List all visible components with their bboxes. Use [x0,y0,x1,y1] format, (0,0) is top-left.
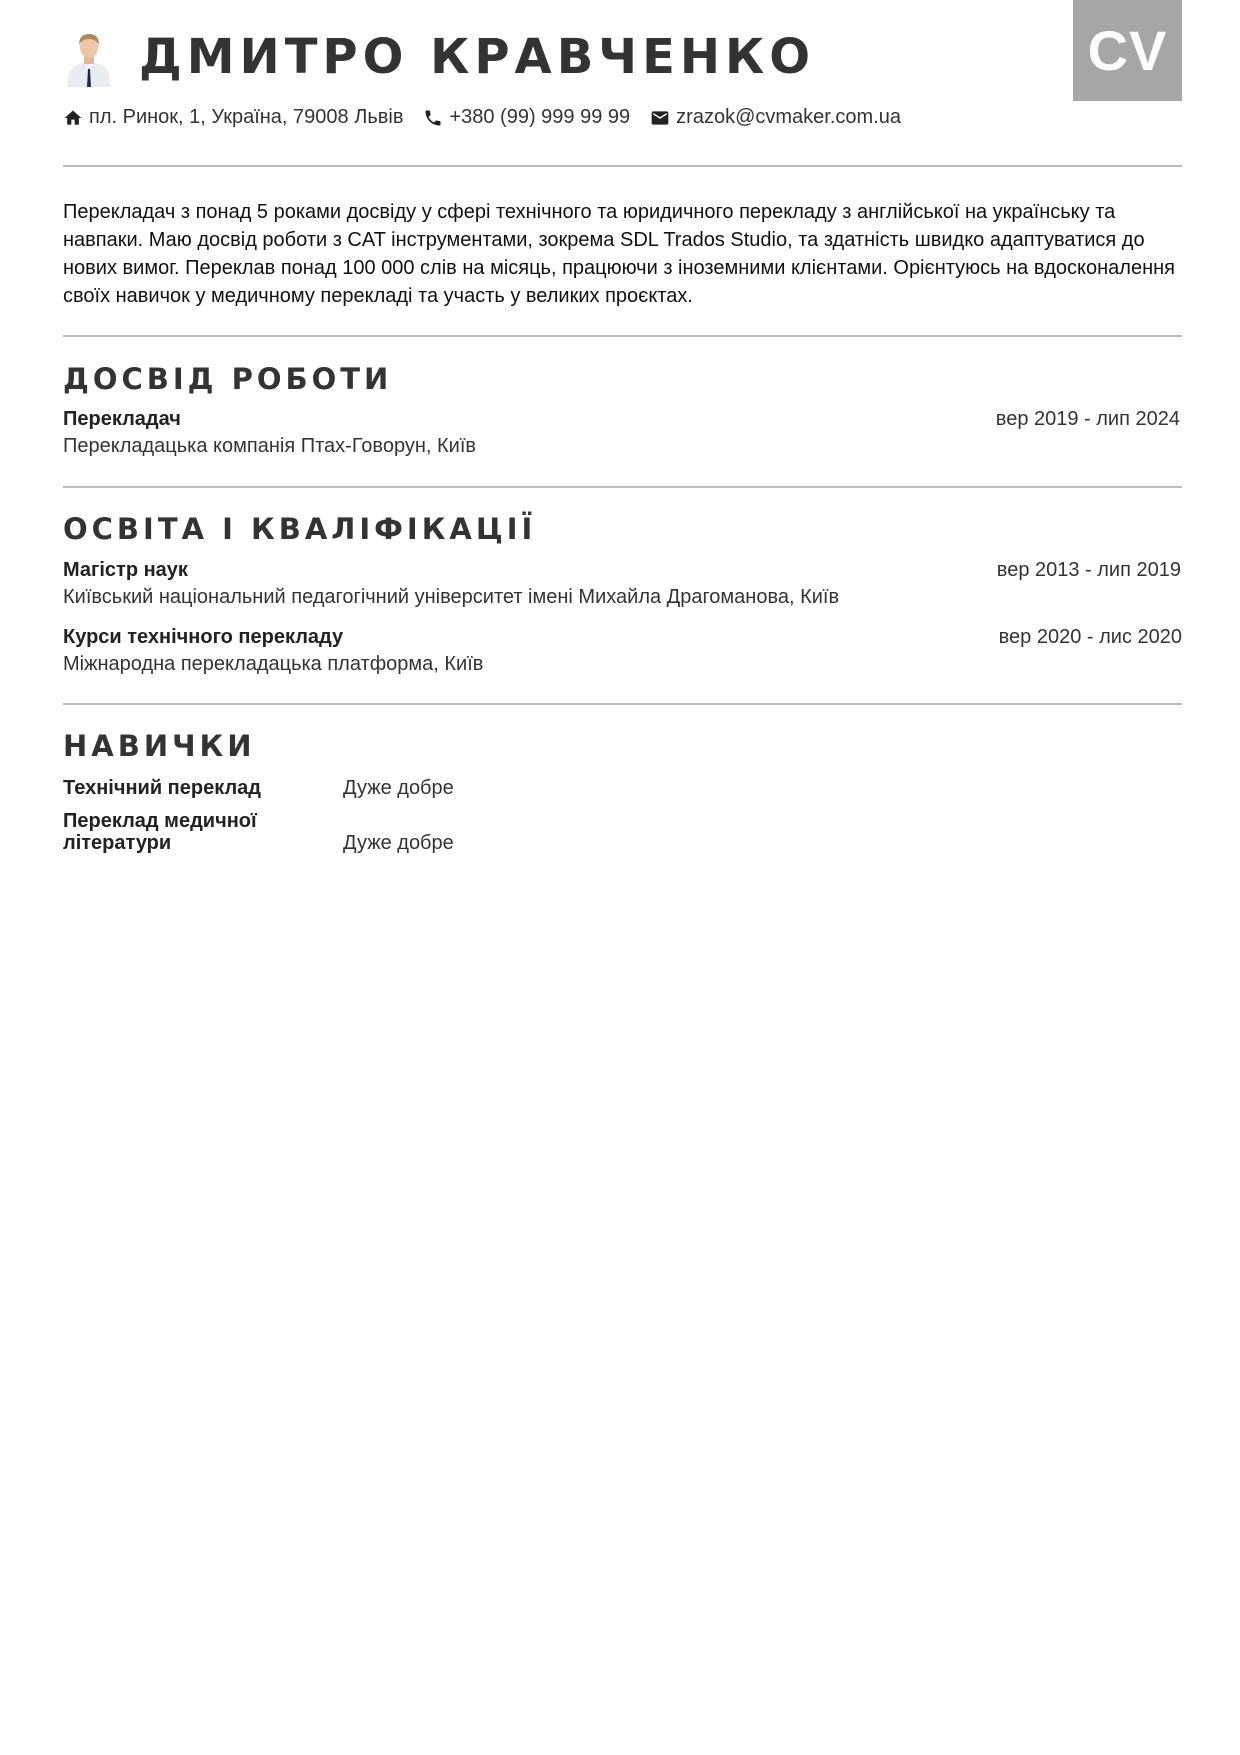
skill-name: Технічний переклад [63,777,261,799]
job-title: Перекладач [63,408,181,430]
degree-title: Курси технічного перекладу [63,626,344,648]
skill-level: Дуже добре [343,777,454,799]
section-title-skills: НАВИЧКИ [63,729,256,763]
education-entry [63,624,1182,678]
section-title-education: ОСВІТА І КВАЛІФІКАЦІЇ [63,512,537,546]
contact-phone [423,106,630,129]
job-company: Перекладацька компанія Птах-Говорун, Київ [63,435,477,457]
contact-email [650,106,901,129]
skill-level: Дуже добре [343,832,454,854]
phone-icon [423,108,443,128]
divider [63,165,1182,167]
skill-name: Переклад медичної літератури [63,810,257,854]
degree-dates: вер 2020 - лис 2020 [998,626,1182,648]
contact-address [63,106,403,129]
profile-summary: Перекладач з понад 5 роками досвіду у сфері технічного та юридичного перекладу з англійської на українську та навпаки. Маю досвід роботи з CAT інструментами, зокрема SDL Trados Studio, та здатність швидко адаптуватися до нових вимог. Переклав понад 100 000 слів на місяць, працюючи з іноземними клієнтами. Орієнтуюсь на вдосконалення своїх навичок у медичному перекладі та участь у великих проєктах. [63,201,1176,307]
address-text: пл. Ринок, 1, Україна, 79008 Львів [89,106,404,128]
divider [63,486,1182,488]
email-icon [650,108,670,128]
education-entry [63,557,1182,611]
job-dates: вер 2019 - лип 2024 [995,408,1180,430]
cv-badge: CV [1073,0,1182,101]
candidate-name: ДМИТРО КРАВЧЕНКО [139,29,816,85]
avatar-photo-icon [63,27,115,87]
divider [63,335,1182,337]
experience-entry [63,406,1182,460]
email-text[interactable]: zrazok@cvmaker.com.ua [676,106,901,128]
phone-text: +380 (99) 999 99 99 [449,106,631,128]
degree-institution: Міжнародна перекладацька платформа, Київ [63,653,484,675]
divider [63,703,1182,705]
degree-title: Магістр наук [63,559,188,581]
degree-institution: Київський національний педагогічний університет імені Михайла Драгоманова, Київ [63,586,840,608]
section-title-experience: ДОСВІД РОБОТИ [63,362,393,396]
avatar [63,27,115,87]
skill-row [63,777,454,799]
skill-row [63,810,454,854]
header [63,24,815,90]
home-icon [63,108,83,128]
contact-line [63,106,921,129]
degree-dates: вер 2013 - лип 2019 [996,559,1181,581]
